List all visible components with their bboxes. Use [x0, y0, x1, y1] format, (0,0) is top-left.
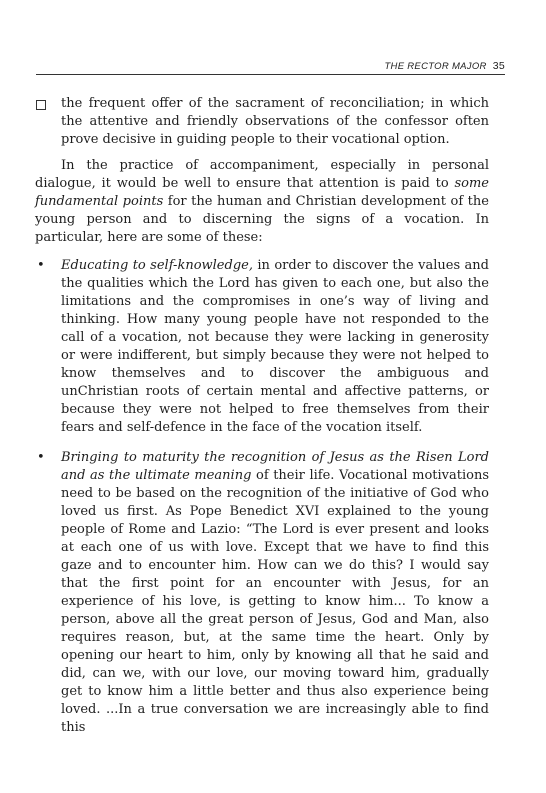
bullet-icon: •: [37, 258, 45, 273]
list-item-emphasis: Bringing to maturity the recognition of Jesus as the Risen Lord and as the ultimate meaning: [61, 450, 489, 483]
list-item-text: the frequent offer of the sacrament of reconciliation; in which the attentive and friendly observations of the confessor often prove decisive in guiding people to their vocational option.: [61, 96, 489, 147]
paragraph-text: In the practice of accompaniment, especially in personal dialogue, it would be well to ensure that attention is paid to: [35, 158, 489, 191]
list-item-body: of their life. Vocational motivations need to be based on the recognition of the initiative of God who loved us first. As Pope Benedict XVI explained to the young people of Rome and Lazio: “The Lord is ever present and looks at each one of us with love. Except that we have to find this gaze and to encounter him. How can we do this? I would say that the first point for an encounter with Jesus, for an experience of his love, is getting to know him... To know a person, above all the great person of Jesus, God and Man, also requires reason, but, at the same time the heart. Only by opening our heart to him, only by knowing all that he said and did, can we, with our love, our moving toward him, gradually get to know him a little better and thus also experience being loved. ...In a true conversation we are increasingly able to find this: [61, 468, 490, 735]
list-item-text: [61, 257, 489, 437]
bullet-icon: •: [37, 450, 45, 465]
paragraph-text: for the human and Christian development of the young person and to discerning the signs of a vocation. In particular, here are some of these:: [35, 194, 489, 245]
running-header-title: THE RECTOR MAJOR: [384, 61, 487, 72]
header-rule: [36, 74, 505, 75]
list-item-body: in order to discover the values and the qualities which the Lord has given to each one, but also the limitations and the compromises in one’s way of living and thinking. How many young people have not responded to the call of a vocation, not because they were lacking in generosity or were indifferent, but simply because they were not helped to know themselves and to discover the ambiguous and unChristian roots of certain mental and affective patterns, or because they were not helped to free themselves from their fears and self-defence in the face of the vocation itself.: [61, 258, 489, 435]
running-header: [36, 60, 505, 72]
paragraph: [35, 157, 489, 247]
paragraph-emphasis: some fundamental points: [35, 176, 489, 209]
list-item-text: [61, 449, 489, 737]
bullet-list-item: [35, 449, 489, 737]
list-item-emphasis: Educating to self-knowledge,: [61, 258, 253, 273]
checkbox-list-item: [35, 95, 489, 149]
page-number: 35: [492, 60, 505, 72]
bullet-list-item: [35, 257, 489, 437]
body-text: [35, 95, 489, 737]
checkbox-icon: [35, 95, 46, 116]
